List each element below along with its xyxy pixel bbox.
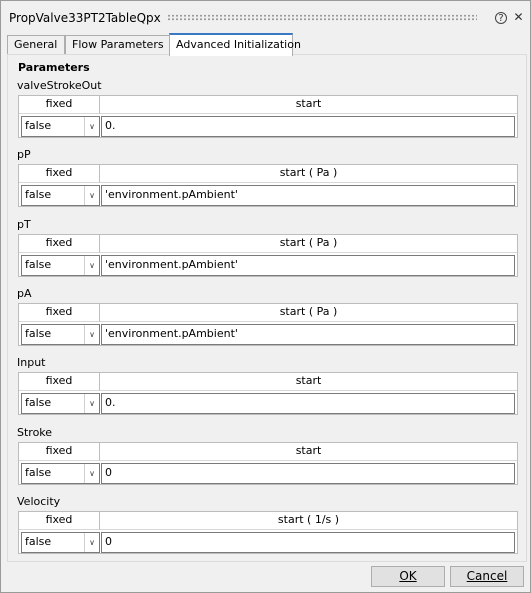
chevron-down-icon[interactable]: ∨	[84, 325, 99, 344]
start-value-input[interactable]	[101, 255, 515, 276]
chevron-down-icon[interactable]: ∨	[84, 186, 99, 205]
close-icon[interactable]: ✕	[513, 9, 524, 24]
start-value-input[interactable]	[101, 463, 515, 484]
ok-button-label: OK	[399, 569, 417, 583]
fixed-select[interactable]	[21, 393, 100, 414]
group-label: Velocity	[17, 495, 61, 508]
parameter-grid	[18, 303, 518, 346]
start-value-text: 'environment.pAmbient'	[105, 258, 238, 271]
start-value-input[interactable]	[101, 324, 515, 345]
parameter-grid	[18, 372, 518, 415]
tab-flow-parameters[interactable]: Flow Parameters	[65, 35, 177, 54]
start-value-text: 'environment.pAmbient'	[105, 188, 238, 201]
fixed-column-header: fixed	[19, 443, 100, 461]
fixed-select-value: false	[25, 466, 52, 479]
help-icon[interactable]: ?	[495, 12, 507, 24]
fixed-column-header: fixed	[19, 512, 100, 530]
fixed-select-value: false	[25, 188, 52, 201]
start-value-text: 0	[105, 535, 112, 548]
fixed-select-value: false	[25, 535, 52, 548]
group-label: pT	[17, 218, 31, 231]
drag-grip[interactable]	[167, 14, 477, 21]
parameter-grid	[18, 234, 518, 277]
section-title: Parameters	[18, 61, 90, 74]
start-column-header: start ( Pa )	[100, 165, 517, 183]
title-bar[interactable]	[1, 1, 530, 33]
fixed-select-value: false	[25, 396, 52, 409]
chevron-down-icon[interactable]: ∨	[84, 117, 99, 136]
start-column-header: start	[100, 96, 517, 114]
start-value-text: 0	[105, 466, 112, 479]
fixed-select[interactable]	[21, 324, 100, 345]
start-column-header: start	[100, 443, 517, 461]
tab-bar	[7, 33, 527, 54]
tab-panel	[7, 54, 527, 562]
fixed-select-value: false	[25, 327, 52, 340]
fixed-column-header: fixed	[19, 373, 100, 391]
fixed-select-value: false	[25, 119, 52, 132]
fixed-column-header: fixed	[19, 165, 100, 183]
group-label: pA	[17, 287, 32, 300]
start-value-input[interactable]	[101, 116, 515, 137]
parameter-grid	[18, 442, 518, 485]
fixed-select[interactable]	[21, 532, 100, 553]
start-column-header: start ( Pa )	[100, 235, 517, 253]
group-label: Stroke	[17, 426, 53, 439]
cancel-button[interactable]	[450, 566, 524, 587]
tab-advanced-initialization[interactable]: Advanced Initialization	[169, 33, 293, 56]
fixed-select[interactable]	[21, 255, 100, 276]
tab-general[interactable]: General	[7, 35, 65, 54]
fixed-column-header: fixed	[19, 235, 100, 253]
start-column-header: start ( Pa )	[100, 304, 517, 322]
chevron-down-icon[interactable]: ∨	[84, 256, 99, 275]
fixed-select-value: false	[25, 258, 52, 271]
start-column-header: start	[100, 373, 517, 391]
chevron-down-icon[interactable]: ∨	[84, 464, 99, 483]
chevron-down-icon[interactable]: ∨	[84, 533, 99, 552]
start-value-input[interactable]	[101, 185, 515, 206]
parameter-grid	[18, 511, 518, 554]
start-value-text: 0.	[105, 396, 116, 409]
group-label: valveStrokeOut	[17, 79, 102, 92]
start-value-input[interactable]	[101, 532, 515, 553]
fixed-column-header: fixed	[19, 304, 100, 322]
fixed-select[interactable]	[21, 116, 100, 137]
parameter-grid	[18, 95, 518, 138]
start-column-header: start ( 1/s )	[100, 512, 517, 530]
cancel-button-label: Cancel	[466, 569, 508, 583]
start-value-input[interactable]	[101, 393, 515, 414]
start-value-text: 0.	[105, 119, 116, 132]
fixed-select[interactable]	[21, 185, 100, 206]
fixed-select[interactable]	[21, 463, 100, 484]
group-label: Input	[17, 356, 46, 369]
window-title: PropValve33PT2TableQpx	[9, 11, 161, 25]
chevron-down-icon[interactable]: ∨	[84, 394, 99, 413]
start-value-text: 'environment.pAmbient'	[105, 327, 238, 340]
group-label: pP	[17, 148, 31, 161]
fixed-column-header: fixed	[19, 96, 100, 114]
ok-button[interactable]	[371, 566, 445, 587]
parameter-grid	[18, 164, 518, 207]
